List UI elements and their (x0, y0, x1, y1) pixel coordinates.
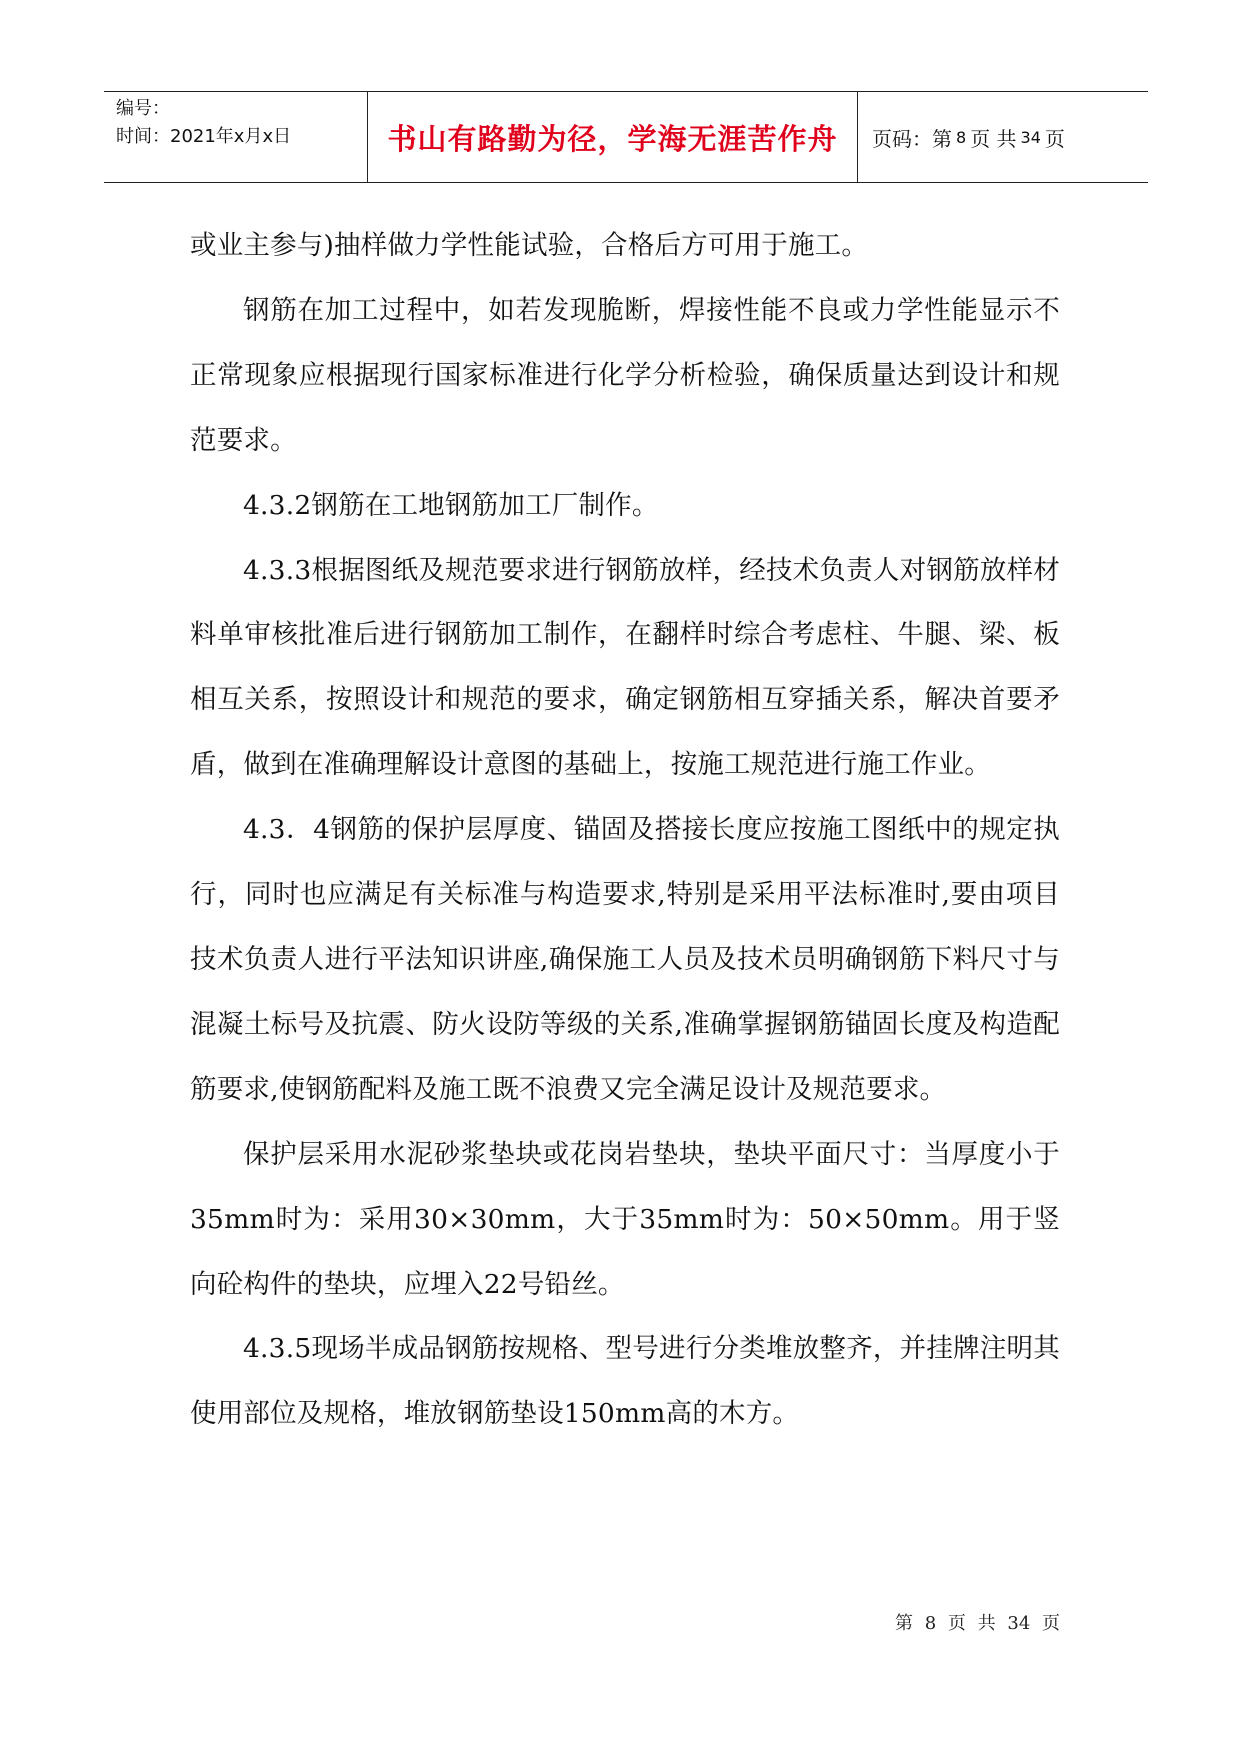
page-footer: 第 8 页 共 34 页 (895, 1613, 1060, 1634)
document-body (190, 214, 1060, 1447)
paragraph: 保护层采用水泥砂浆垫块或花岗岩垫块，垫块平面尺寸：当厚度小于35mm时为：采用30×30mm，大于35mm时为：50×50mm。用于竖向砼构件的垫块，应埋入22号铅丝。 (190, 1138, 1060, 1300)
page-middle: 页 共 (970, 126, 1017, 151)
page-suffix: 页 (1044, 126, 1065, 151)
paragraph: 钢筋在加工过程中，如若发现脆断，焊接性能不良或力学性能显示不正常现象应根据现行国家标准进行化学分析检验，确保质量达到设计和规范要求。 (190, 294, 1060, 456)
paragraph: 4.3.5现场半成品钢筋按规格、型号进行分类堆放整齐，并挂牌注明其使用部位及规格，堆放钢筋垫设150mm高的木方。 (190, 1333, 1060, 1430)
paragraph: 4.3．4钢筋的保护层厚度、锚固及搭接长度应按施工图纸中的规定执行，同时也应满足有关标准与构造要求,特别是采用平法标准时,要由项目技术负责人进行平法知识讲座,确保施工人员及技术员明确钢筋下料尺寸与混凝土标号及抗震、防火设防等级的关系,准确掌握钢筋锚固长度及构造配筋要求,使钢筋配料及施工既不浪费又完全满足设计及规范要求。 (190, 814, 1060, 1105)
date-label: 时间：2021年x月x日 (116, 126, 292, 147)
serial-number-label: 编号： (116, 98, 170, 119)
paragraph: 4.3.2钢筋在工地钢筋加工厂制作。 (243, 489, 659, 521)
paragraph: 或业主参与)抽样做力学性能试验，合格后方可用于施工。 (190, 230, 869, 261)
paragraph: 4.3.3根据图纸及规范要求进行钢筋放样，经技术负责人对钢筋放样材料单审核批准后进行钢筋加工制作，在翻样时综合考虑柱、牛腿、梁、板相互关系，按照设计和规范的要求，确定钢筋相互穿插关系，解决首要矛盾，做到在准确理解设计意图的基础上，按施工规范进行施工作业。 (190, 554, 1060, 781)
page-prefix: 页码：第 (872, 126, 952, 151)
header-motto-cell (368, 92, 858, 182)
document-header (104, 91, 1148, 183)
header-page-cell (858, 92, 1148, 182)
page-total: 34 (1020, 127, 1041, 147)
header-info-cell (104, 92, 368, 182)
page-current: 8 (956, 127, 967, 147)
motto-text: 书山有路勤为径，学海无涯苦作舟 (387, 121, 838, 156)
